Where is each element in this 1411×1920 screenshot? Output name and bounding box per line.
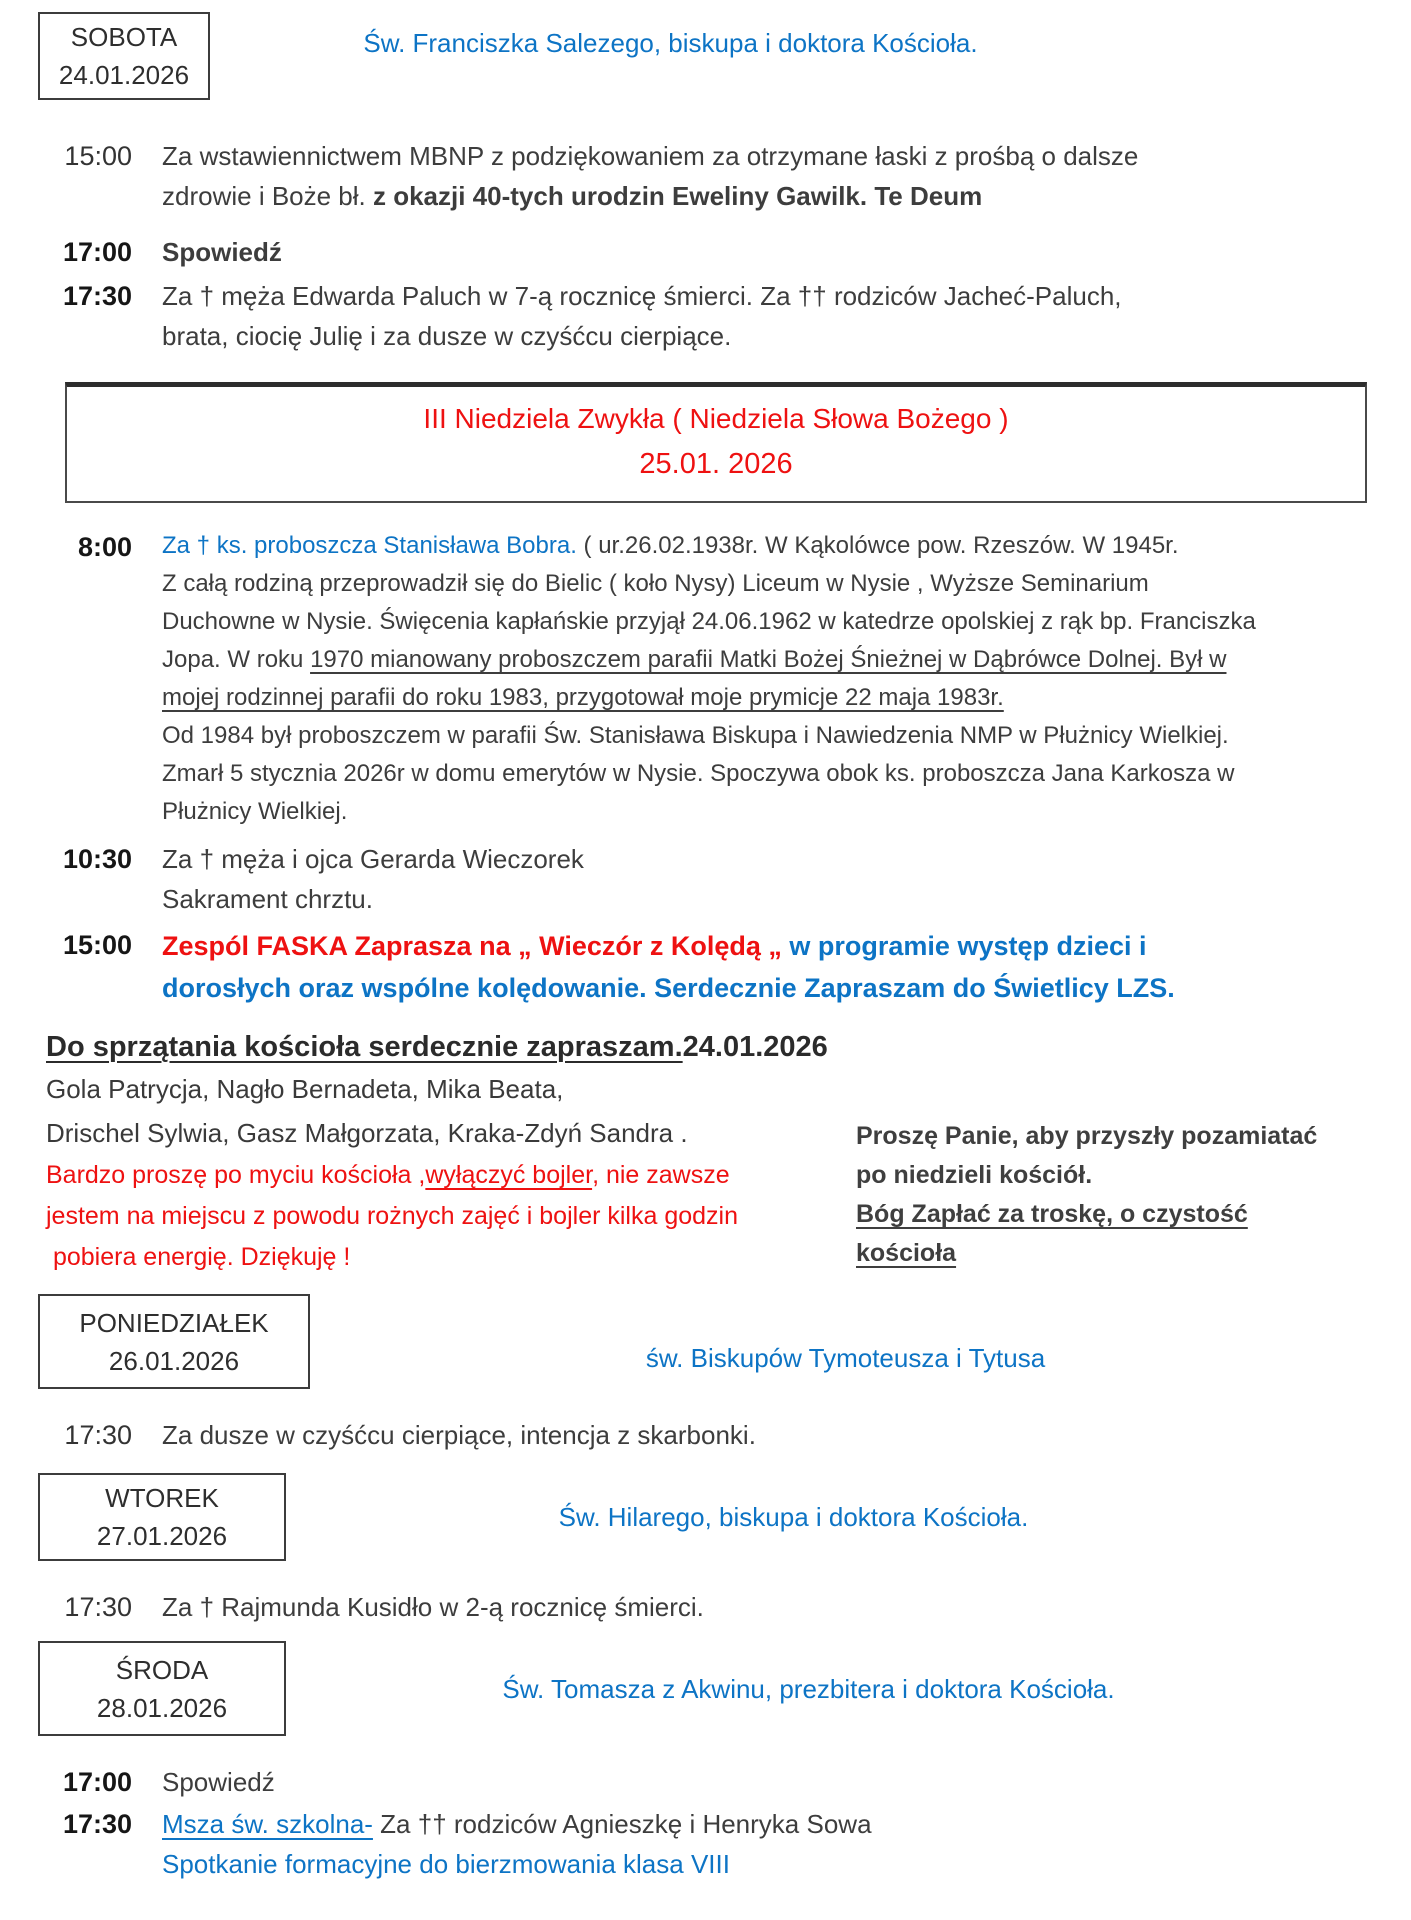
mass-intention: Za † męża Edwarda Paluch w 7-ą rocznicę śmierci. Za †† rodziców Jacheć-Paluch, brata, ciocię Julię i za dusze w czyśćcu cierpiące. — [162, 281, 1122, 351]
sunday-banner — [65, 382, 1367, 503]
cleaning-row — [46, 1111, 1381, 1278]
mass-time: 10:30 — [62, 844, 132, 874]
cleaning-heading: Do sprzątania kościoła serdecznie zapraszam.24.01.2026 — [46, 1031, 828, 1063]
cleaning-names-line1: Gola Patrycja, Nagło Bernadeta, Mika Beata, — [46, 1074, 564, 1104]
monday-header-row — [38, 1294, 1381, 1389]
mass-time: 8:00 — [77, 532, 132, 562]
monday-feast-wrap — [310, 1294, 1381, 1389]
boiler-warning-note: Bardzo proszę po myciu kościoła ,wyłączyć bojler, nie zawsze jestem na miejscu z powodu rożnych zajęć i bojler kilka godzin pobiera energię. Dziękuję ! — [46, 1161, 738, 1271]
wednesday-header-row — [38, 1641, 1381, 1736]
saturday-feast-wrap — [210, 12, 1381, 100]
mass-entry — [38, 925, 1381, 1009]
monday-feast-title: św. Biskupów Tymoteusza i Tytusa — [645, 1343, 1046, 1373]
wednesday-feast-wrap — [286, 1641, 1381, 1736]
mass-time: 17:30 — [64, 1420, 132, 1450]
wednesday-day-box — [38, 1641, 286, 1736]
mass-entry — [38, 1415, 1381, 1455]
mass-entry — [38, 1804, 1381, 1884]
mass-entry — [38, 1587, 1381, 1627]
mass-intention: Spowiedź — [162, 237, 282, 267]
mass-time: 17:00 — [62, 1767, 132, 1797]
wednesday-feast-title: Św. Tomasza z Akwinu, prezbitera i doktora Kościoła. — [502, 1673, 1115, 1704]
saturday-header-row — [38, 12, 1381, 100]
mass-intention: Za wstawiennictwem MBNP z podziękowaniem za otrzymane łaski z prośbą o dalsze zdrowie i Boże bł. z okazji 40-tych urodzin Eweliny Gawilk. Te Deum — [162, 141, 1139, 211]
cleaning-section — [38, 1027, 1381, 1278]
mass-entry — [38, 232, 1381, 272]
mass-time: 17:30 — [62, 281, 132, 311]
saturday-day-box — [38, 12, 210, 100]
mass-entry — [38, 839, 1381, 919]
mass-time: 17:00 — [62, 237, 132, 267]
mass-intention: Za † męża i ojca Gerarda Wieczorek Sakrament chrztu. — [162, 844, 584, 914]
tuesday-day-label: WTOREK — [105, 1483, 219, 1513]
mass-intention: Spowiedź — [162, 1767, 275, 1797]
monday-entries — [38, 1415, 1381, 1455]
sunday-banner-date: 25.01. 2026 — [639, 448, 793, 480]
mass-intention: Za † ks. proboszcza Stanisława Bobra. ( ur.26.02.1938r. W Kąkolówce pow. Rzeszów. W 1945r. Z całą rodziną przeprowadził się do Bielic ( koło Nysy) Liceum w Nysie , Wyższe Seminarium Duchowne w Nysie. Święcenia kapłańskie przyjął 24.06.1962 w katedrze opolskiej z rąk bp. Franciszka Jopa. W roku 1970 mianowany proboszczem parafii Matki Bożej Śnieżnej w Dąbrówce Dolnej. Był w mojej rodzinnej parafii do roku 1983, przygotował moje prymicje 22 maja 1983r. Od 1984 był proboszczem w parafii Św. Stanisława Biskupa i Nawiedzenia NMP w Płużnicy Wielkiej. Zmarł 5 stycznia 2026r w domu emerytów w Nysie. Spoczywa obok ks. proboszcza Jana Karkosza w Płużnicy Wielkiej. — [162, 532, 1256, 825]
sunday-banner-title: III Niedziela Zwykła ( Niedziela Słowa Bożego ) — [423, 403, 1009, 434]
mass-entry — [38, 276, 1381, 356]
tuesday-day-date: 27.01.2026 — [96, 1521, 228, 1551]
mass-time: 15:00 — [64, 141, 132, 171]
sunday-entries — [38, 527, 1381, 1009]
saturday-day-label: SOBOTA — [70, 22, 178, 52]
mass-time: 17:30 — [62, 1809, 132, 1839]
cleaning-left-column — [46, 1111, 856, 1278]
tuesday-day-box — [38, 1473, 286, 1561]
saturday-feast-title: Św. Franciszka Salezego, biskupa i doktora Kościoła. — [363, 28, 978, 58]
mass-entry — [38, 1762, 1381, 1802]
mass-intention: Zespól FASKA Zaprasza na „ Wieczór z Kolędą „ w programie występ dzieci i dorosłych oraz wspólne kolędowanie. Serdecznie Zapraszam do Świetlicy LZS. — [162, 931, 1175, 1003]
mass-intention: Za dusze w czyśćcu cierpiące, intencja z skarbonki. — [162, 1420, 756, 1450]
monday-day-box — [38, 1294, 310, 1389]
tuesday-entries — [38, 1587, 1381, 1627]
monday-day-date: 26.01.2026 — [108, 1345, 240, 1376]
tuesday-feast-wrap — [286, 1473, 1381, 1561]
mass-time: 17:30 — [64, 1592, 132, 1622]
mass-intention: Msza św. szkolna- Za †† rodziców Agnieszkę i Henryka Sowa Spotkanie formacyjne do bierzmowania klasa VIII — [162, 1809, 872, 1879]
wednesday-day-date: 28.01.2026 — [96, 1692, 228, 1723]
wednesday-day-label: ŚRODA — [115, 1654, 209, 1685]
tuesday-feast-title: Św. Hilarego, biskupa i doktora Kościoła. — [558, 1502, 1029, 1532]
saturday-entries — [38, 136, 1381, 356]
mass-time: 15:00 — [62, 930, 132, 960]
mass-entry — [38, 136, 1381, 216]
mass-entry — [38, 527, 1381, 831]
cleaning-names-line2: Drischel Sylwia, Gasz Małgorzata, Kraka-Zdyń Sandra . — [46, 1118, 688, 1148]
mass-intention: Za † Rajmunda Kusidło w 2-ą rocznicę śmierci. — [162, 1592, 704, 1622]
monday-day-label: PONIEDZIAŁEK — [79, 1307, 269, 1338]
saturday-day-date: 24.01.2026 — [58, 60, 190, 90]
wednesday-entries — [38, 1762, 1381, 1884]
sweeping-request-note: Proszę Panie, aby przyszły pozamiatać po niedzieli kościół. Bóg Zapłać za troskę, o czystość kościoła — [856, 1122, 1318, 1267]
tuesday-header-row — [38, 1473, 1381, 1561]
